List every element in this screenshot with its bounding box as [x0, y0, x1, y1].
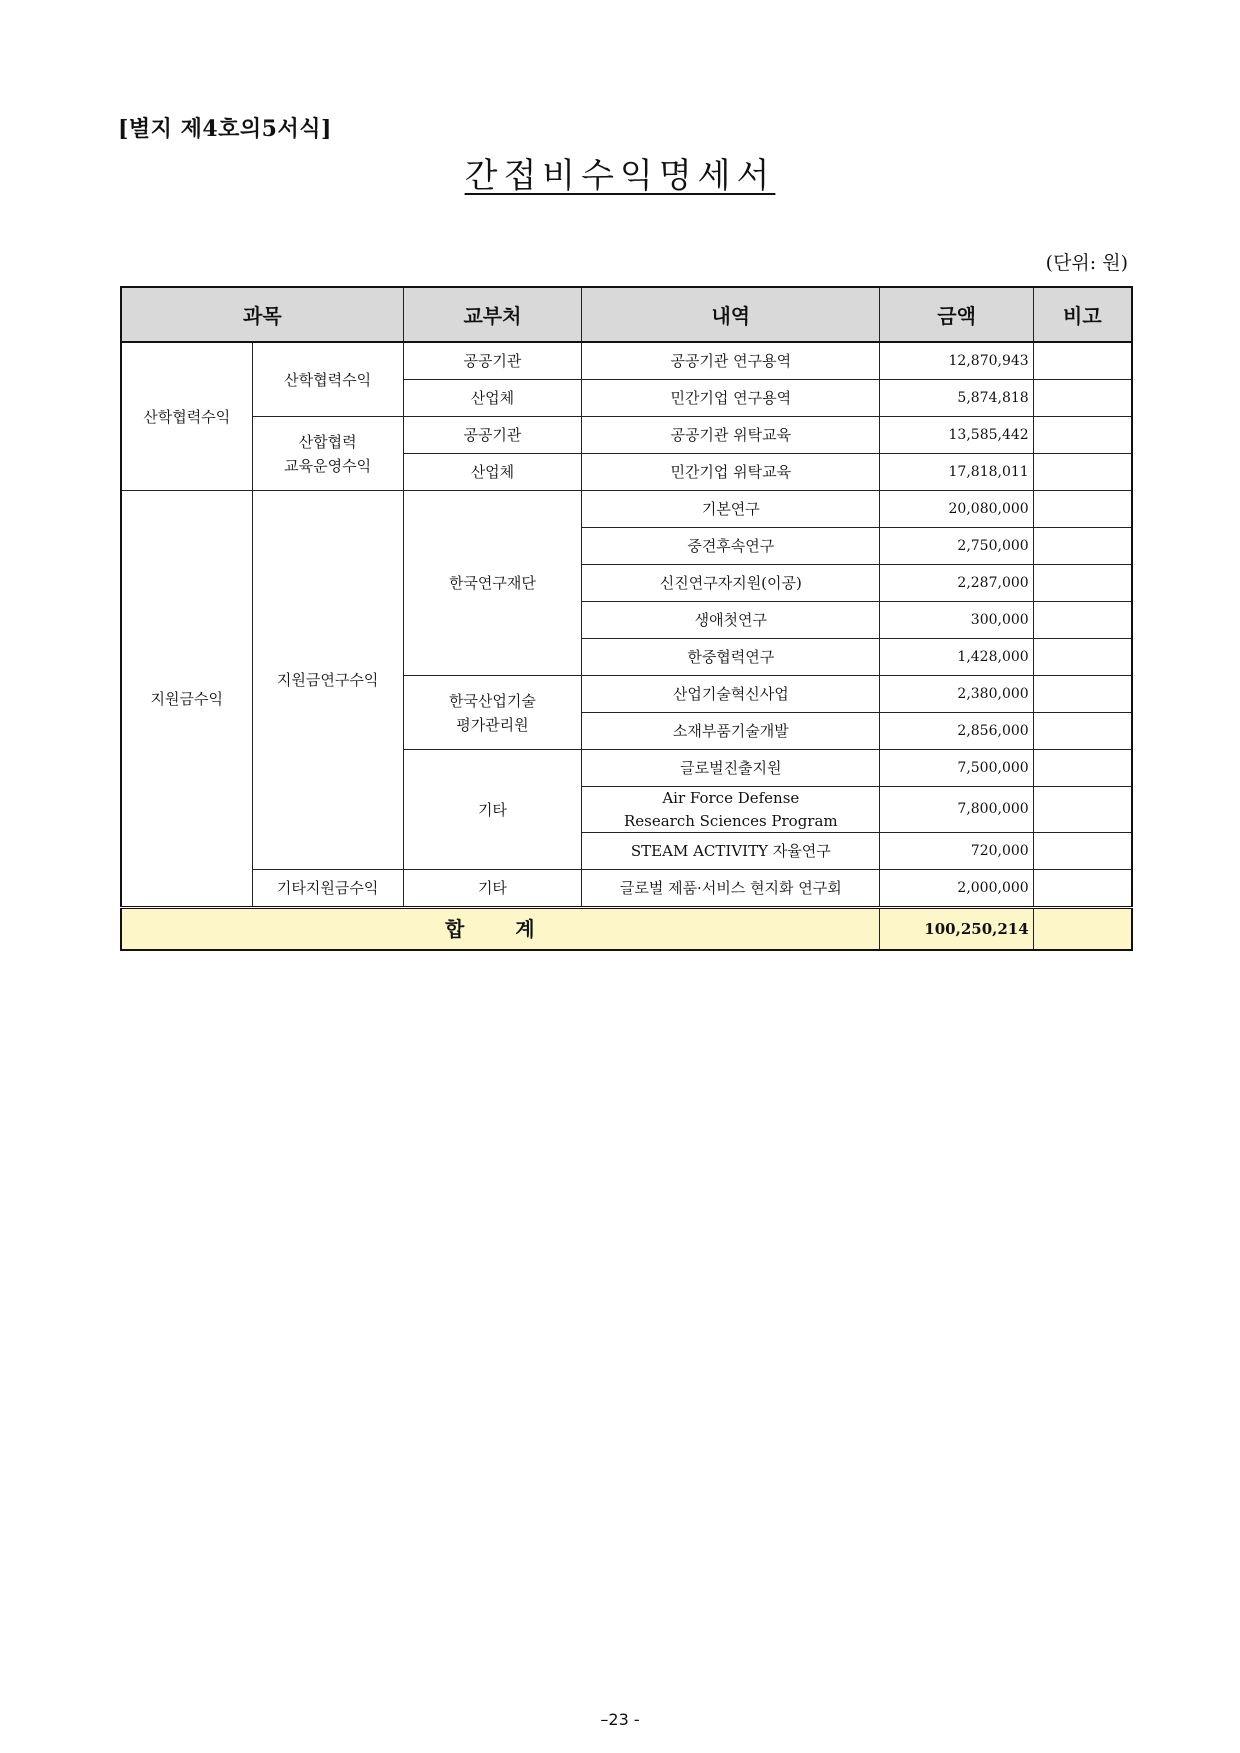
total-row — [121, 908, 1132, 951]
note-cell — [1033, 676, 1132, 713]
table-row — [121, 342, 1132, 380]
total-label: 합 계 — [121, 908, 880, 951]
item-cell: 생애첫연구 — [582, 602, 880, 639]
total-note — [1033, 908, 1132, 951]
amount-cell: 720,000 — [880, 833, 1033, 870]
amount-cell: 2,750,000 — [880, 528, 1033, 565]
item-cell: 글로벌진출지원 — [582, 750, 880, 787]
subgroup-label-line2: 교육운영수익 — [284, 456, 372, 475]
amount-cell: 300,000 — [880, 602, 1033, 639]
source-cell: 기타 — [403, 750, 581, 870]
group-label: 지원금수익 — [121, 491, 252, 908]
table-header-row — [121, 287, 1132, 342]
amount-cell: 2,380,000 — [880, 676, 1033, 713]
subgroup-label — [252, 417, 403, 491]
amount-cell: 7,800,000 — [880, 787, 1033, 833]
note-cell — [1033, 491, 1132, 528]
source-line1: 한국산업기술 — [448, 691, 536, 710]
item-cell: 공공기관 위탁교육 — [582, 417, 880, 454]
note-cell — [1033, 342, 1132, 380]
unit-label: (단위: 원) — [1045, 252, 1128, 274]
amount-cell: 2,000,000 — [880, 870, 1033, 908]
item-cell: STEAM ACTIVITY 자율연구 — [582, 833, 880, 870]
note-cell — [1033, 750, 1132, 787]
item-cell: 중견후속연구 — [582, 528, 880, 565]
item-cell: 공공기관 연구용역 — [582, 342, 880, 380]
item-cell — [582, 787, 880, 833]
amount-cell: 13,585,442 — [880, 417, 1033, 454]
amount-cell: 2,856,000 — [880, 713, 1033, 750]
note-cell — [1033, 639, 1132, 676]
source-line2: 평가관리원 — [456, 715, 529, 734]
amount-cell: 7,500,000 — [880, 750, 1033, 787]
amount-cell: 20,080,000 — [880, 491, 1033, 528]
total-amount: 100,250,214 — [880, 908, 1033, 951]
source-cell: 기타 — [403, 870, 581, 908]
column-header-account: 과목 — [121, 287, 403, 342]
subgroup-label-line1: 산합협력 — [298, 432, 357, 451]
amount-cell: 17,818,011 — [880, 454, 1033, 491]
note-cell — [1033, 787, 1132, 833]
item-line2: Research Sciences Program — [623, 811, 838, 830]
item-cell: 신진연구자지원(이공) — [582, 565, 880, 602]
note-cell — [1033, 417, 1132, 454]
note-cell — [1033, 713, 1132, 750]
column-header-source: 교부처 — [403, 287, 581, 342]
source-cell: 산업체 — [403, 380, 581, 417]
item-cell: 민간기업 위탁교육 — [582, 454, 880, 491]
subgroup-label: 지원금연구수익 — [252, 491, 403, 870]
item-cell: 글로벌 제품·서비스 현지화 연구회 — [582, 870, 880, 908]
table-row — [121, 417, 1132, 454]
item-cell: 민간기업 연구용역 — [582, 380, 880, 417]
document-title: 간접비수익명세서 — [464, 156, 776, 196]
table-row — [121, 491, 1132, 528]
note-cell — [1033, 528, 1132, 565]
form-label: [별지 제4호의5서식] — [118, 116, 332, 142]
column-header-note: 비고 — [1033, 287, 1132, 342]
amount-cell: 2,287,000 — [880, 565, 1033, 602]
item-cell: 기본연구 — [582, 491, 880, 528]
note-cell — [1033, 380, 1132, 417]
source-cell: 공공기관 — [403, 342, 581, 380]
note-cell — [1033, 833, 1132, 870]
note-cell — [1033, 870, 1132, 908]
column-header-amount: 금액 — [880, 287, 1033, 342]
table-row — [121, 870, 1132, 908]
source-cell: 산업체 — [403, 454, 581, 491]
source-cell — [403, 676, 581, 750]
page-number: –23 - — [600, 1710, 640, 1729]
note-cell — [1033, 565, 1132, 602]
item-line1: Air Force Defense — [662, 789, 800, 807]
amount-cell: 12,870,943 — [880, 342, 1033, 380]
amount-cell: 1,428,000 — [880, 639, 1033, 676]
source-cell: 공공기관 — [403, 417, 581, 454]
note-cell — [1033, 454, 1132, 491]
indirect-cost-revenue-table — [120, 286, 1133, 951]
item-cell: 산업기술혁신사업 — [582, 676, 880, 713]
item-cell: 한중협력연구 — [582, 639, 880, 676]
group-label: 산학협력수익 — [121, 342, 252, 491]
item-cell: 소재부품기술개발 — [582, 713, 880, 750]
subgroup-label: 산학협력수익 — [252, 342, 403, 417]
column-header-details: 내역 — [582, 287, 880, 342]
note-cell — [1033, 602, 1132, 639]
source-cell: 한국연구재단 — [403, 491, 581, 676]
amount-cell: 5,874,818 — [880, 380, 1033, 417]
subgroup-label: 기타지원금수익 — [252, 870, 403, 908]
